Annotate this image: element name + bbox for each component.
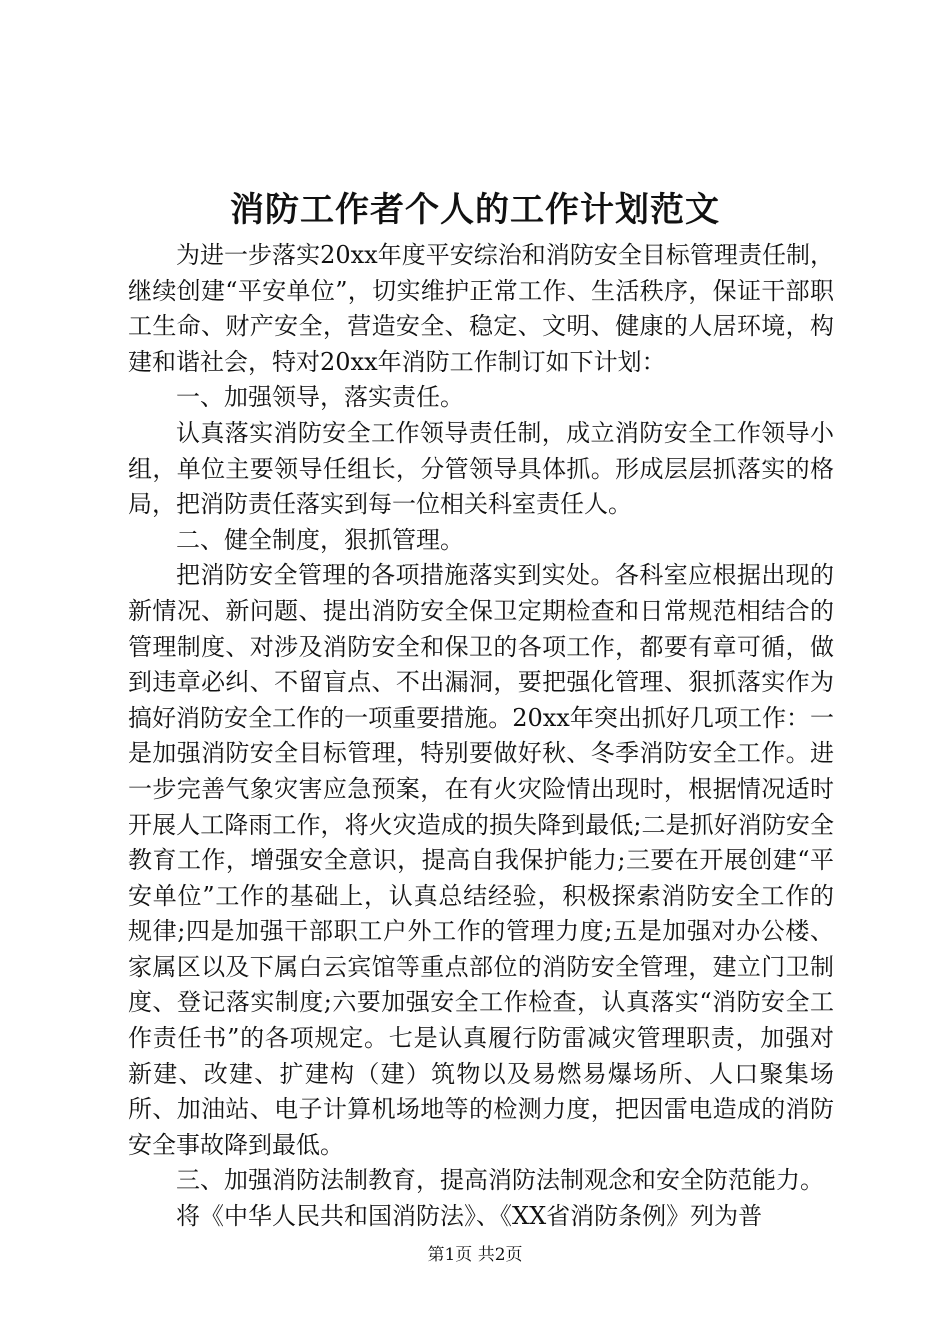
- paragraph-section-3: 将《中华人民共和国消防法》、《XX省消防条例》列为普: [176, 1202, 763, 1231]
- section-heading-1: 一、加强领导，落实责任。: [176, 383, 464, 412]
- document-body: [128, 238, 834, 1235]
- paragraph-section-2: 把消防安全管理的各项措施落实到实处。各科室应根据出现的新情况、新问题、提出消防安全保卫定期检查和日常规范相结合的管理制度、对涉及消防安全和保卫的各项工作，都要有章可循，做到违章必纠、不留盲点、不出漏洞，要把强化管理、狠抓落实作为搞好消防安全工作的一项重要措施。20xx年突出抓好几项工作：一是加强消防安全目标管理，特别要做好秋、冬季消防安全工作。进一步完善气象灾害应急预案，在有火灾险情出现时，根据情况适时开展人工降雨工作，将火灾造成的损失降到最低;二是抓好消防安全教育工作，增强安全意识，提高自我保护能力;三要在开展创建“平安单位”工作的基础上，认真总结经验，积极探索消防安全工作的规律;四是加强干部职工户外工作的管理力度;五是加强对办公楼、家属区以及下属白云宾馆等重点部位的消防安全管理，建立门卫制度、登记落实制度;六要加强安全工作检查，认真落实“消防安全工作责任书”的各项规定。七是认真履行防雷减灾管理职责，加强对新建、改建、扩建构（建）筑物以及易燃易爆场所、人口聚集场所、加油站、电子计算机场地等的检测力度，把因雷电造成的消防安全事故降到最低。: [128, 561, 834, 1159]
- section-heading-2: 二、健全制度，狠抓管理。: [176, 525, 464, 554]
- document-title: 消防工作者个人的工作计划范文: [230, 190, 720, 230]
- paragraph-section-1: 认真落实消防安全工作领导责任制，成立消防安全工作领导小组，单位主要领导任组长，分管领导具体抓。形成层层抓落实的格局，把消防责任落实到每一位相关科室责任人。: [128, 418, 834, 519]
- section-heading-3: 三、加强消防法制教育，提高消防法制观念和安全防范能力。: [176, 1166, 824, 1195]
- page-footer: 第1页 共2页: [427, 1245, 523, 1265]
- paragraph-intro: 为进一步落实20xx年度平安综治和消防安全目标管理责任制，继续创建“平安单位”，切实维护正常工作、生活秩序，保证干部职工生命、财产安全，营造安全、稳定、文明、健康的人居环境，构建和谐社会，特对20xx年消防工作制订如下计划：: [128, 241, 834, 376]
